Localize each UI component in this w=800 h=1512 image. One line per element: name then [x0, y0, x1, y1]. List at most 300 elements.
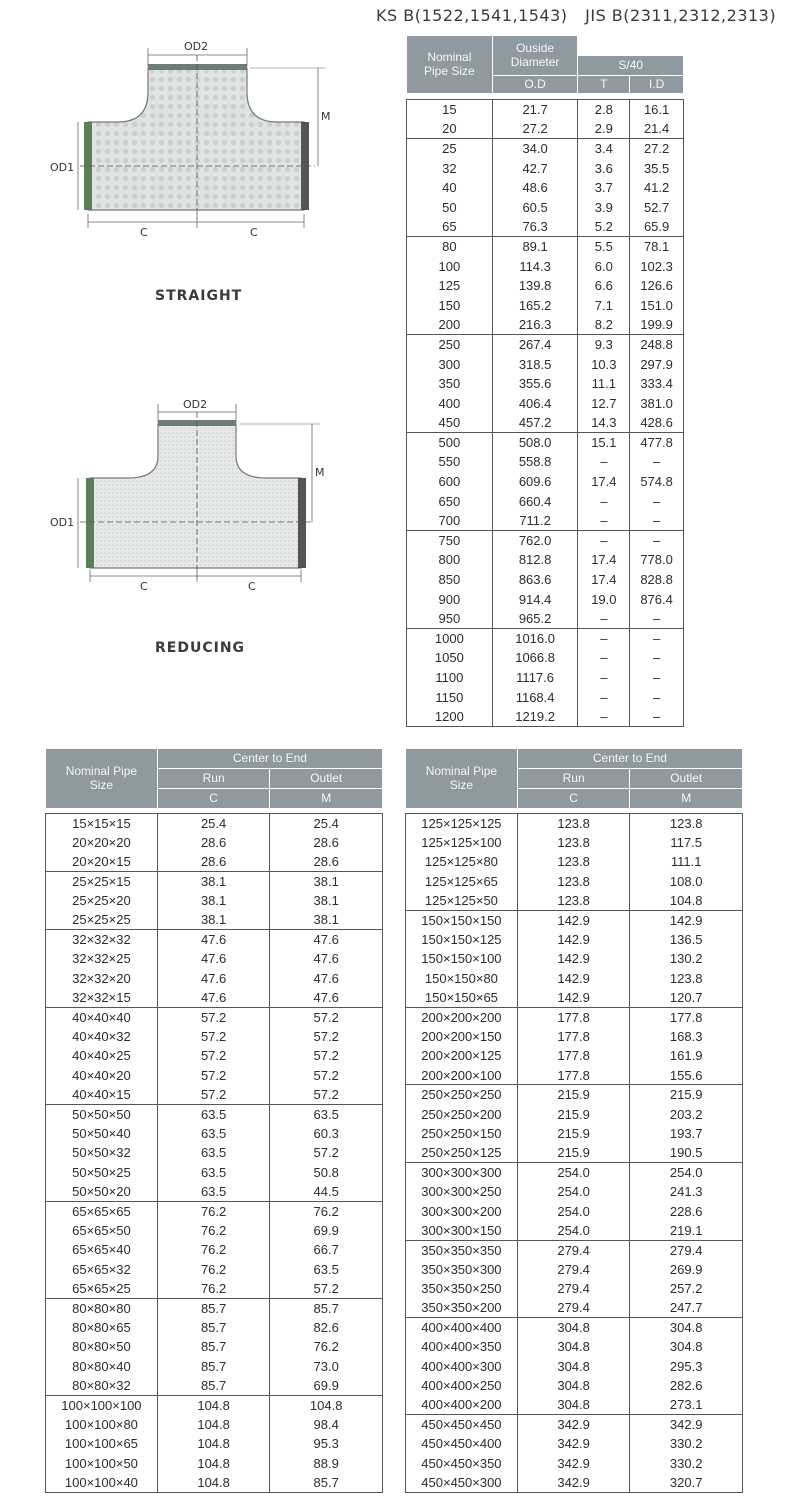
table-cell: 34.0 — [492, 139, 578, 159]
table-row — [407, 550, 684, 570]
table-cell: 400×400×250 — [421, 1378, 502, 1394]
table-cell: 609.6 — [492, 472, 578, 492]
table-cell: 304.8 — [517, 1356, 630, 1375]
table-row — [46, 1163, 383, 1182]
table-cell: 73.0 — [270, 1356, 383, 1375]
table-row — [407, 217, 684, 237]
table-row — [46, 833, 383, 852]
table-row — [407, 570, 684, 590]
reducing-m-label: M — [315, 466, 325, 479]
table-cell: – — [578, 668, 630, 688]
table-row — [406, 1007, 743, 1026]
table-cell: 330.2 — [630, 1453, 743, 1472]
table-cell: 914.4 — [492, 589, 578, 609]
table-cell: 300×300×200 — [421, 1203, 502, 1219]
table-cell: 250×250×200 — [421, 1106, 502, 1122]
table-cell: 63.5 — [157, 1104, 270, 1123]
table-row — [407, 413, 684, 433]
table-cell: 778.0 — [630, 550, 684, 570]
table-cell: 304.8 — [517, 1318, 630, 1337]
table-row — [407, 687, 684, 707]
table-cell: 9.3 — [578, 335, 630, 355]
table-cell: 304.8 — [517, 1337, 630, 1356]
table-cell: 100×100×80 — [64, 1416, 138, 1432]
table-row — [406, 988, 743, 1007]
table-cell: 279.4 — [517, 1279, 630, 1298]
table-cell: 428.6 — [630, 413, 684, 433]
table-cell: 44.5 — [270, 1182, 383, 1201]
table-cell: 65×65×40 — [72, 1242, 131, 1258]
table-cell: 80 — [442, 239, 457, 255]
table-cell: 450 — [407, 413, 493, 433]
table-row — [406, 930, 743, 949]
table-row — [407, 139, 684, 159]
table-cell: 40×40×20 — [72, 1067, 131, 1083]
table-cell: 20×20×15 — [46, 852, 158, 871]
table-row — [406, 1143, 743, 1162]
table-cell: 76.3 — [492, 217, 578, 237]
table-row — [46, 1415, 383, 1434]
table-cell: 82.6 — [270, 1318, 383, 1337]
table-cell: 1050 — [434, 650, 464, 666]
table-row — [46, 1279, 383, 1298]
table-cell: 63.5 — [157, 1163, 270, 1182]
table-cell: 257.2 — [630, 1279, 743, 1298]
table-cell: – — [630, 452, 684, 472]
table-cell: 14.3 — [578, 413, 630, 433]
table-cell: 85.7 — [270, 1473, 383, 1492]
table-cell: 125 — [438, 278, 461, 294]
col-header-nominal-pipe-size: Nominal Pipe Size — [407, 36, 493, 94]
col-header-t: T — [578, 76, 630, 94]
table-cell: 254.0 — [630, 1163, 743, 1182]
table-cell: 150×150×80 — [424, 970, 498, 986]
table-cell: – — [630, 531, 684, 551]
table-row — [407, 393, 684, 413]
table-cell: 65.9 — [630, 217, 684, 237]
table-cell: – — [630, 648, 684, 668]
table-cell: 100 — [438, 258, 461, 274]
col-header-outlet: Outlet — [630, 769, 743, 789]
table-cell: 28.6 — [270, 833, 383, 852]
reducing-label: REDUCING — [155, 640, 246, 656]
table-cell: 2.8 — [578, 100, 630, 120]
table-cell: 318.5 — [492, 354, 578, 374]
table-cell: 32×32×32 — [72, 932, 131, 948]
table-cell: 57.2 — [270, 1046, 383, 1065]
table-cell: 200×200×100 — [406, 1066, 518, 1085]
table-cell: – — [578, 491, 630, 511]
table-cell: 700 — [407, 511, 493, 531]
table-row — [407, 668, 684, 688]
table-cell: 248.8 — [630, 335, 684, 355]
table-row — [46, 1085, 383, 1104]
col-header-nominal-pipe-size: Nominal Pipe Size — [406, 749, 518, 809]
table-cell: 102.3 — [630, 256, 684, 276]
table-cell: – — [578, 629, 630, 649]
table-cell: 155.6 — [630, 1066, 743, 1085]
table-cell: 65×65×25 — [46, 1279, 158, 1298]
reducing-c-left-label: C — [140, 580, 148, 593]
table-cell: – — [578, 531, 630, 551]
table-cell: 250×250×125 — [406, 1143, 518, 1162]
table-cell: 177.8 — [517, 1007, 630, 1026]
table-cell: 50×50×20 — [46, 1182, 158, 1201]
table-cell: 25×25×20 — [72, 893, 131, 909]
table-cell: 40 — [442, 180, 457, 196]
table-row — [46, 930, 383, 949]
table-cell: 650 — [438, 493, 461, 509]
table-cell: 254.0 — [517, 1201, 630, 1220]
table-row — [406, 1104, 743, 1123]
col-header-m: M — [270, 789, 383, 809]
table-cell: 150×150×125 — [421, 932, 502, 948]
table-cell: 50 — [442, 199, 457, 215]
table-cell: 342.9 — [517, 1473, 630, 1492]
table-cell: 41.2 — [630, 178, 684, 198]
table-cell: 32 — [442, 160, 457, 176]
table-row — [406, 1415, 743, 1434]
table-cell: 17.4 — [578, 550, 630, 570]
table-cell: 295.3 — [630, 1356, 743, 1375]
table-cell: 38.1 — [270, 891, 383, 910]
table-row — [46, 891, 383, 910]
table-cell: 12.7 — [578, 393, 630, 413]
table-cell: 21.7 — [492, 100, 578, 120]
table-cell: 50.8 — [270, 1163, 383, 1182]
table-cell: 400×400×350 — [421, 1339, 502, 1355]
table-cell: 750 — [438, 533, 461, 549]
table-cell: 123.8 — [517, 852, 630, 871]
table-cell: 203.2 — [630, 1104, 743, 1123]
table-row — [406, 1376, 743, 1395]
table-cell: 69.9 — [270, 1221, 383, 1240]
table-row — [406, 1473, 743, 1492]
table-cell: – — [630, 609, 684, 629]
table-cell: 57.2 — [270, 1085, 383, 1104]
col-header-m: M — [630, 789, 743, 809]
table-cell: 400×400×300 — [421, 1358, 502, 1374]
col-header-outside-diameter: Ouside Diameter — [492, 36, 578, 76]
table-row — [406, 1221, 743, 1240]
table-cell: 32×32×15 — [46, 988, 158, 1007]
table-row — [46, 1240, 383, 1259]
table-cell: 165.2 — [492, 295, 578, 315]
table-cell: 57.2 — [157, 1085, 270, 1104]
table-cell: 104.8 — [270, 1395, 383, 1414]
table-cell: 28.6 — [157, 833, 270, 852]
table-row — [406, 949, 743, 968]
table-cell: 27.2 — [492, 119, 578, 139]
table-cell: 17.4 — [578, 570, 630, 590]
table-cell: 1000 — [434, 631, 464, 647]
table-cell: 63.5 — [270, 1259, 383, 1278]
table-row — [407, 374, 684, 394]
table-row — [46, 1221, 383, 1240]
table-row — [46, 1298, 383, 1317]
table-cell: 76.2 — [270, 1337, 383, 1356]
table-cell: 57.2 — [270, 1143, 383, 1162]
table-cell: 50×50×32 — [72, 1145, 131, 1161]
table-cell: 48.6 — [492, 178, 578, 198]
table-row — [406, 1298, 743, 1317]
table-cell: 828.8 — [630, 570, 684, 590]
col-header-outlet: Outlet — [270, 769, 383, 789]
table-cell: 177.8 — [517, 1066, 630, 1085]
table-row — [46, 1124, 383, 1143]
table-cell: 28.6 — [270, 852, 383, 871]
table-cell: 123.8 — [517, 833, 630, 852]
table-cell: 69.9 — [270, 1376, 383, 1395]
table-row — [406, 969, 743, 988]
table-row — [407, 472, 684, 492]
table-cell: 142.9 — [517, 969, 630, 988]
table-row — [46, 969, 383, 988]
table-cell: 247.7 — [630, 1298, 743, 1317]
table-row — [46, 1007, 383, 1026]
table-row — [46, 1337, 383, 1356]
table-cell: 900 — [438, 591, 461, 607]
table-row — [46, 1318, 383, 1337]
table-cell: 850 — [438, 572, 461, 588]
col-header-c: C — [157, 789, 270, 809]
table-cell: 123.8 — [630, 969, 743, 988]
table-cell: 78.1 — [630, 237, 684, 257]
table-cell: 550 — [438, 454, 461, 470]
table-cell: 215.9 — [517, 1085, 630, 1104]
table-cell: 6.0 — [578, 256, 630, 276]
table-cell: 342.9 — [517, 1434, 630, 1453]
table-cell: 150×150×150 — [421, 912, 502, 928]
col-header-id: I.D — [630, 76, 684, 94]
table-cell: 250×250×150 — [421, 1125, 502, 1141]
table-row — [407, 315, 684, 335]
table-cell: 177.8 — [517, 1027, 630, 1046]
table-cell: 219.1 — [630, 1221, 743, 1240]
table-cell: 130.2 — [630, 949, 743, 968]
table-cell: 7.1 — [578, 295, 630, 315]
table-cell: 762.0 — [492, 531, 578, 551]
table-row — [406, 1434, 743, 1453]
table-cell: 250×250×250 — [421, 1087, 502, 1103]
table-cell: 228.6 — [630, 1201, 743, 1220]
table-cell: 1168.4 — [492, 687, 578, 707]
table-row — [46, 872, 383, 891]
table-cell: 104.8 — [157, 1453, 270, 1472]
col-header-run: Run — [517, 769, 630, 789]
table-cell: 350×350×350 — [421, 1242, 502, 1258]
table-cell: 300×300×300 — [421, 1164, 502, 1180]
table-row — [407, 648, 684, 668]
table-cell: 10.3 — [578, 354, 630, 374]
table-cell: 25×25×15 — [72, 874, 131, 890]
col-header-run: Run — [157, 769, 270, 789]
table-cell: 330.2 — [630, 1434, 743, 1453]
table-cell: 200 — [407, 315, 493, 335]
table-cell: 38.1 — [270, 872, 383, 891]
straight-m-label: M — [321, 110, 331, 123]
table-cell: 47.6 — [270, 969, 383, 988]
table-cell: 142.9 — [517, 930, 630, 949]
table-row — [407, 707, 684, 727]
table-row — [407, 629, 684, 649]
table-cell: 304.8 — [517, 1395, 630, 1414]
table-cell: 47.6 — [157, 988, 270, 1007]
col-header-od: O.D — [492, 76, 578, 94]
table-row — [46, 1143, 383, 1162]
table-cell: 342.9 — [517, 1415, 630, 1434]
table-cell: 100×100×40 — [46, 1473, 158, 1492]
center-to-end-table-right — [405, 748, 743, 1493]
table-cell: 200×200×200 — [421, 1009, 502, 1025]
table-cell: 47.6 — [157, 969, 270, 988]
table-cell: 126.6 — [630, 276, 684, 296]
table-row — [46, 814, 383, 833]
reducing-od1-label: OD1 — [50, 516, 75, 529]
table-cell: 216.3 — [492, 315, 578, 335]
table-cell: 35.5 — [630, 158, 684, 178]
table-cell: 8.2 — [578, 315, 630, 335]
table-row — [46, 1046, 383, 1065]
table-cell: 76.2 — [157, 1201, 270, 1220]
standards-header — [376, 6, 796, 25]
table-cell: 38.1 — [157, 891, 270, 910]
table-cell: 85.7 — [157, 1356, 270, 1375]
table-cell: 125×125×100 — [421, 835, 502, 851]
table-cell: 142.9 — [517, 949, 630, 968]
table-cell: 350×350×300 — [421, 1261, 502, 1277]
table-cell: 508.0 — [492, 433, 578, 453]
table-row — [406, 1240, 743, 1259]
table-cell: 600 — [438, 474, 461, 490]
table-cell: 1100 — [435, 670, 464, 686]
table-row — [406, 1182, 743, 1201]
table-cell: 279.4 — [630, 1240, 743, 1259]
table-cell: 98.4 — [270, 1415, 383, 1434]
table-row — [407, 589, 684, 609]
table-cell: 215.9 — [517, 1104, 630, 1123]
table-cell: 123.8 — [630, 814, 743, 833]
table-cell: 3.6 — [578, 158, 630, 178]
table-cell: 1117.6 — [492, 668, 578, 688]
table-cell: 32×32×20 — [72, 970, 131, 986]
table-cell: 2.9 — [578, 119, 630, 139]
table-cell: 450×450×300 — [406, 1473, 518, 1492]
table-cell: 60.5 — [492, 197, 578, 217]
table-cell: 57.2 — [270, 1279, 383, 1298]
table-cell: 15 — [442, 102, 457, 118]
table-row — [46, 1066, 383, 1085]
table-cell: 38.1 — [157, 872, 270, 891]
table-cell: 104.8 — [157, 1415, 270, 1434]
table-cell: 254.0 — [517, 1163, 630, 1182]
table-row — [46, 1453, 383, 1472]
table-cell: 47.6 — [157, 949, 270, 968]
table-row — [406, 1163, 743, 1182]
col-header-center-to-end: Center to End — [517, 749, 742, 769]
table-cell: 151.0 — [630, 295, 684, 315]
table-cell: 142.9 — [517, 988, 630, 1007]
table-cell: 267.4 — [492, 335, 578, 355]
col-header-center-to-end: Center to End — [157, 749, 382, 769]
table-row — [406, 1337, 743, 1356]
straight-tee-diagram — [40, 30, 360, 245]
table-cell: 50×50×40 — [72, 1125, 131, 1141]
table-row — [407, 295, 684, 315]
table-cell: 88.9 — [270, 1453, 383, 1472]
table-cell: 450×450×350 — [421, 1455, 502, 1471]
table-row — [46, 1434, 383, 1453]
table-row — [407, 491, 684, 511]
straight-od1-label: OD1 — [50, 161, 75, 174]
table-cell: 279.4 — [517, 1259, 630, 1278]
table-cell: 215.9 — [517, 1143, 630, 1162]
table-cell: 1219.2 — [492, 707, 578, 727]
reducing-c-right-label: C — [248, 580, 256, 593]
table-cell: 40×40×32 — [72, 1028, 131, 1044]
table-cell: 120.7 — [630, 988, 743, 1007]
table-cell: 57.2 — [270, 1027, 383, 1046]
table-cell: 812.8 — [492, 550, 578, 570]
table-row — [407, 158, 684, 178]
reducing-tee-body — [90, 424, 301, 568]
table-row — [406, 1027, 743, 1046]
table-cell: 11.1 — [578, 374, 630, 394]
table-cell: 450×450×450 — [421, 1417, 502, 1433]
table-cell: 80×80×80 — [72, 1300, 131, 1316]
pipe-dimension-table — [406, 35, 684, 727]
table-row — [46, 949, 383, 968]
table-row — [406, 872, 743, 891]
table-cell: 16.1 — [630, 100, 684, 120]
table-cell: 57.2 — [270, 1007, 383, 1026]
table-cell: – — [578, 511, 630, 531]
table-row — [46, 910, 383, 929]
table-row — [46, 1104, 383, 1123]
table-row — [46, 988, 383, 1007]
table-cell: 304.8 — [630, 1318, 743, 1337]
table-cell: 200×200×125 — [421, 1048, 502, 1064]
table-row — [406, 910, 743, 929]
table-cell: 142.9 — [517, 910, 630, 929]
table-cell: 104.8 — [157, 1473, 270, 1492]
table-cell: – — [630, 491, 684, 511]
table-cell: 57.2 — [157, 1027, 270, 1046]
straight-tee-body — [88, 68, 304, 210]
table-cell: 117.5 — [630, 833, 743, 852]
table-cell: 1016.0 — [492, 629, 578, 649]
table-cell: 342.9 — [517, 1453, 630, 1472]
col-header-c: C — [517, 789, 630, 809]
table-cell: 95.3 — [270, 1434, 383, 1453]
table-cell: 282.6 — [630, 1376, 743, 1395]
table-cell: 350×350×200 — [406, 1298, 518, 1317]
table-cell: 150×150×65 — [406, 988, 518, 1007]
table-cell: 76.2 — [157, 1221, 270, 1240]
table-cell: 20×20×20 — [72, 835, 131, 851]
table-row — [407, 354, 684, 374]
table-row — [406, 891, 743, 910]
table-cell: 3.9 — [578, 197, 630, 217]
table-cell: 304.8 — [517, 1376, 630, 1395]
table-cell: 333.4 — [630, 374, 684, 394]
table-cell: 25×25×25 — [46, 910, 158, 929]
table-cell: 125×125×65 — [424, 873, 498, 889]
table-row — [407, 178, 684, 198]
table-cell: 660.4 — [492, 491, 578, 511]
table-row — [46, 852, 383, 871]
table-cell: 161.9 — [630, 1046, 743, 1065]
